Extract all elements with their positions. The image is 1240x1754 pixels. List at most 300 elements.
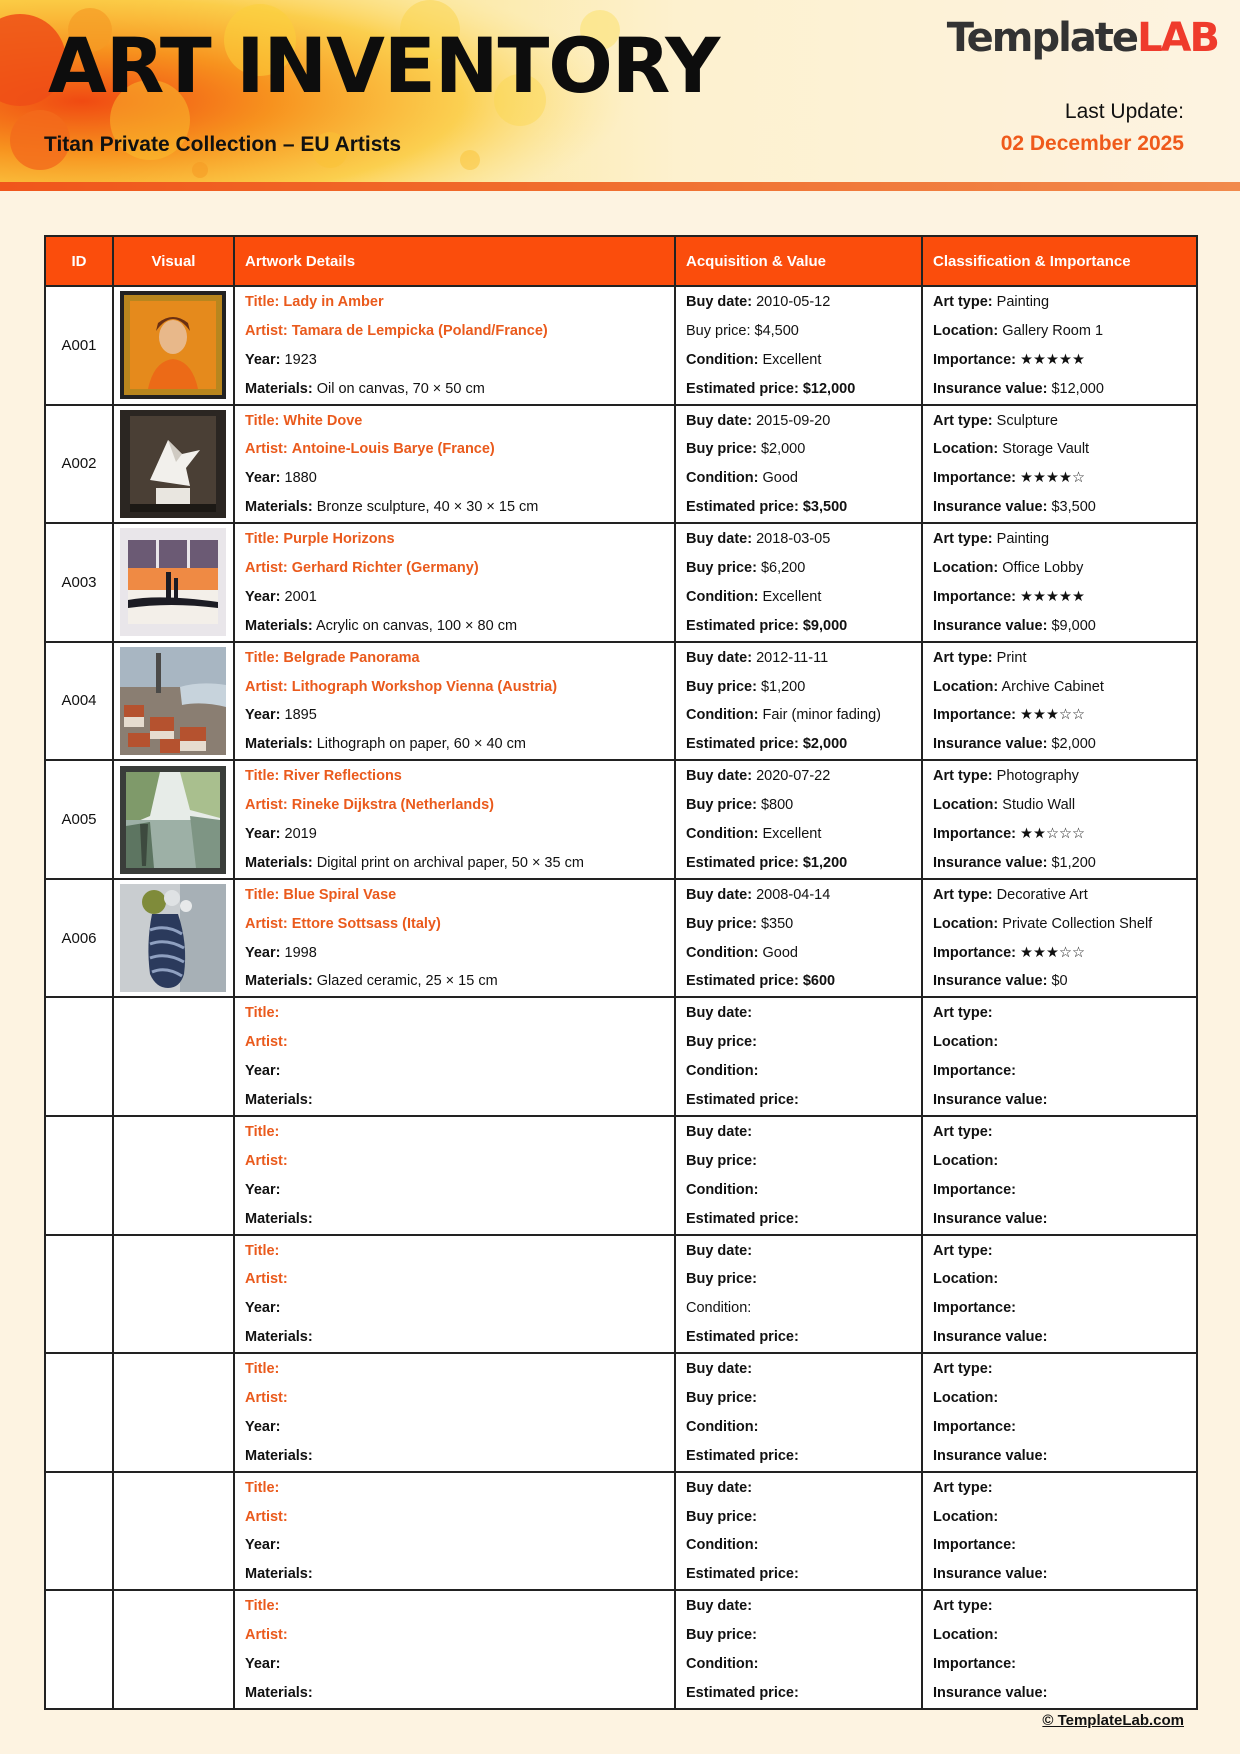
title-value: White Dove — [283, 412, 363, 429]
river-photo-image — [120, 766, 226, 874]
location-label: Location: — [933, 441, 999, 458]
location-line — [933, 1621, 1186, 1650]
materials-line — [245, 730, 664, 759]
location-line — [933, 1503, 1186, 1532]
materials-label: Materials: — [245, 1092, 313, 1109]
artist-label: Artist: — [245, 1508, 288, 1525]
year-line — [245, 583, 664, 612]
location-line — [933, 791, 1186, 820]
art-type-line — [933, 1355, 1186, 1384]
condition-label: Condition: — [686, 1181, 759, 1198]
buy-price-line — [686, 1621, 911, 1650]
acquisition-cell[interactable] — [675, 1472, 922, 1591]
location-value: Archive Cabinet — [1001, 678, 1104, 695]
materials-label: Materials: — [245, 617, 313, 634]
title-label: Title: — [245, 1479, 280, 1496]
importance-stars: ★★★★★ — [1020, 351, 1086, 368]
condition-label: Condition: — [686, 1300, 752, 1317]
artist-value: Ettore Sottsass (Italy) — [291, 915, 441, 932]
art-type-line — [933, 881, 1186, 910]
table-header-row — [45, 236, 1197, 286]
portrait-painting-image — [120, 291, 226, 399]
buy-date-value: 2018-03-05 — [756, 531, 831, 548]
art-type-label: Art type: — [933, 1123, 993, 1140]
estimated-price-label: Estimated price: — [686, 736, 799, 753]
buy-date-line — [686, 407, 911, 436]
condition-label: Condition: — [686, 470, 759, 487]
buy-date-line — [686, 525, 911, 554]
year-value: 2001 — [284, 588, 317, 605]
location-line — [933, 910, 1186, 939]
art-type-line — [933, 525, 1186, 554]
visual-cell-empty[interactable] — [113, 1116, 234, 1235]
year-line — [245, 1057, 664, 1086]
importance-label: Importance: — [933, 1300, 1016, 1317]
condition-line — [686, 1294, 911, 1323]
artist-value: Gerhard Richter (Germany) — [291, 560, 479, 577]
art-type-label: Art type: — [933, 886, 993, 903]
classification-cell — [922, 523, 1197, 642]
visual-cell — [113, 286, 234, 405]
estimated-price-line — [686, 1323, 911, 1352]
estimated-price-value: $1,200 — [802, 854, 848, 871]
importance-line — [933, 1294, 1186, 1323]
estimated-price-label: Estimated price: — [686, 1566, 799, 1583]
art-type-label: Art type: — [933, 412, 993, 429]
importance-stars: ★★★★☆ — [1020, 470, 1086, 487]
importance-line — [933, 464, 1186, 493]
table-row-empty — [45, 1353, 1197, 1472]
acquisition-cell — [675, 523, 922, 642]
condition-label: Condition: — [686, 826, 759, 843]
importance-line — [933, 583, 1186, 612]
buy-date-label: Buy date: — [686, 412, 753, 429]
year-label: Year: — [245, 1537, 281, 1554]
condition-value: Excellent — [762, 826, 822, 843]
buy-date-value: 2010-05-12 — [756, 294, 831, 310]
estimated-price-line — [686, 1442, 911, 1471]
buy-price-line — [686, 1265, 911, 1294]
title-line — [245, 407, 664, 436]
row-id-empty[interactable] — [45, 1116, 113, 1235]
title-line — [245, 762, 664, 791]
artwork-details-cell[interactable] — [234, 1590, 675, 1709]
artwork-details-cell[interactable] — [234, 1235, 675, 1354]
classification-cell[interactable] — [922, 997, 1197, 1116]
title-line — [245, 1118, 664, 1147]
buy-price-label: Buy price: — [686, 678, 757, 695]
buy-price-value: $2,000 — [760, 441, 806, 458]
title-label: Title: — [245, 1361, 280, 1378]
materials-label: Materials: — [245, 973, 313, 990]
classification-cell — [922, 286, 1197, 405]
title-label: Title: — [245, 1005, 280, 1022]
year-value: 2019 — [284, 826, 317, 843]
importance-label: Importance: — [933, 944, 1016, 961]
location-value: Office Lobby — [1002, 560, 1084, 577]
artist-label: Artist: — [245, 1034, 288, 1051]
year-label: Year: — [245, 1063, 281, 1080]
artist-value: Lithograph Workshop Vienna (Austria) — [291, 678, 558, 695]
year-line — [245, 1176, 664, 1205]
importance-label: Importance: — [933, 1181, 1016, 1198]
year-label: Year: — [245, 351, 281, 368]
classification-cell — [922, 405, 1197, 524]
condition-label: Condition: — [686, 944, 759, 961]
materials-line — [245, 849, 664, 878]
buy-price-label: Buy price: — [686, 560, 757, 577]
estimated-price-line — [686, 1679, 911, 1708]
buy-price-line — [686, 435, 911, 464]
logo-text-template: Template — [946, 15, 1138, 61]
artist-value: Rineke Dijkstra (Netherlands) — [291, 797, 494, 814]
acquisition-cell — [675, 879, 922, 998]
insurance-value-value: $12,000 — [1051, 380, 1104, 397]
table-row-empty — [45, 1235, 1197, 1354]
artist-line — [245, 1028, 664, 1057]
buy-price-label: Buy price: — [686, 322, 751, 339]
title-value: Blue Spiral Vase — [283, 886, 397, 903]
art-type-value: Print — [996, 649, 1027, 666]
importance-line — [933, 939, 1186, 968]
buy-date-value: 2015-09-20 — [756, 412, 831, 429]
condition-value: Good — [762, 944, 798, 961]
art-type-line — [933, 407, 1186, 436]
condition-label: Condition: — [686, 1655, 759, 1672]
materials-label: Materials: — [245, 736, 313, 753]
artist-label: Artist: — [245, 322, 288, 339]
estimated-price-line — [686, 730, 911, 759]
art-type-label: Art type: — [933, 1242, 993, 1259]
location-label: Location: — [933, 678, 999, 695]
buy-date-label: Buy date: — [686, 1361, 753, 1378]
estimated-price-line — [686, 1205, 911, 1234]
buy-price-value: $350 — [760, 915, 794, 932]
visual-cell-empty[interactable] — [113, 1590, 234, 1709]
classification-cell — [922, 642, 1197, 761]
buy-price-line — [686, 317, 911, 346]
buy-date-value: 2020-07-22 — [756, 768, 831, 785]
estimated-price-label: Estimated price: — [686, 380, 799, 397]
artist-line — [245, 1384, 664, 1413]
visual-cell — [113, 642, 234, 761]
insurance-value-line — [933, 1086, 1186, 1115]
art-type-label: Art type: — [933, 1479, 993, 1496]
visual-cell — [113, 523, 234, 642]
visual-cell-empty[interactable] — [113, 1235, 234, 1354]
year-label: Year: — [245, 1181, 281, 1198]
importance-line — [933, 1650, 1186, 1679]
artwork-details-cell[interactable] — [234, 1353, 675, 1472]
importance-label: Importance: — [933, 1063, 1016, 1080]
year-line — [245, 701, 664, 730]
importance-stars: ★★★☆☆ — [1020, 707, 1086, 724]
artwork-details-cell — [234, 523, 675, 642]
row-id-empty[interactable] — [45, 1353, 113, 1472]
acquisition-cell[interactable] — [675, 1235, 922, 1354]
artwork-details-cell[interactable] — [234, 1116, 675, 1235]
buy-date-line — [686, 999, 911, 1028]
insurance-value-value: $3,500 — [1051, 499, 1096, 516]
year-value: 1998 — [284, 944, 317, 961]
buy-price-label: Buy price: — [686, 441, 757, 458]
year-label: Year: — [245, 1655, 281, 1672]
buy-date-line — [686, 881, 911, 910]
insurance-value-line — [933, 1323, 1186, 1352]
year-line — [245, 1531, 664, 1560]
visual-cell-empty[interactable] — [113, 1353, 234, 1472]
classification-cell[interactable] — [922, 1353, 1197, 1472]
condition-value: Excellent — [762, 588, 822, 605]
buy-price-line — [686, 1384, 911, 1413]
last-update-date: 02 December 2025 — [1000, 132, 1184, 155]
materials-line — [245, 1205, 664, 1234]
estimated-price-line — [686, 1560, 911, 1589]
art-type-line — [933, 1592, 1186, 1621]
location-value: Storage Vault — [1002, 441, 1090, 458]
art-type-line — [933, 762, 1186, 791]
importance-line — [933, 1531, 1186, 1560]
condition-line — [686, 1057, 911, 1086]
buy-price-value: $6,200 — [760, 560, 806, 577]
insurance-value-line — [933, 612, 1186, 641]
title-line — [245, 1592, 664, 1621]
location-line — [933, 673, 1186, 702]
buy-price-line — [686, 910, 911, 939]
artist-label: Artist: — [245, 915, 288, 932]
row-id-empty[interactable] — [45, 1472, 113, 1591]
importance-label: Importance: — [933, 1537, 1016, 1554]
condition-line — [686, 583, 911, 612]
year-line — [245, 346, 664, 375]
year-label: Year: — [245, 470, 281, 487]
artist-line — [245, 435, 664, 464]
artwork-details-cell — [234, 286, 675, 405]
year-label: Year: — [245, 944, 281, 961]
importance-stars: ★★☆☆☆ — [1020, 826, 1086, 843]
art-type-value: Painting — [996, 294, 1050, 310]
art-type-line — [933, 288, 1186, 317]
classification-cell[interactable] — [922, 1235, 1197, 1354]
art-type-line — [933, 1118, 1186, 1147]
materials-label: Materials: — [245, 1447, 313, 1464]
estimated-price-line — [686, 612, 911, 641]
visual-cell-empty[interactable] — [113, 997, 234, 1116]
materials-line — [245, 1323, 664, 1352]
table-row-empty — [45, 1590, 1197, 1709]
estimated-price-label: Estimated price: — [686, 617, 799, 634]
artist-label: Artist: — [245, 1152, 288, 1169]
materials-line — [245, 1442, 664, 1471]
triptych-painting-image — [120, 528, 226, 636]
buy-price-value: $800 — [760, 797, 794, 814]
row-id: A005 — [45, 760, 113, 879]
classification-cell[interactable] — [922, 1472, 1197, 1591]
art-type-value: Painting — [996, 531, 1050, 548]
spiral-vase-image — [120, 884, 226, 992]
materials-value: Digital print on archival paper, 50 × 35 cm — [316, 854, 584, 871]
buy-date-label: Buy date: — [686, 886, 753, 903]
condition-line — [686, 1176, 911, 1205]
insurance-value-line — [933, 1560, 1186, 1589]
buy-price-label: Buy price: — [686, 915, 757, 932]
acquisition-cell — [675, 760, 922, 879]
buy-date-value: 2008-04-14 — [756, 886, 831, 903]
acquisition-cell[interactable] — [675, 1590, 922, 1709]
location-label: Location: — [933, 1627, 999, 1644]
year-label: Year: — [245, 707, 281, 724]
artist-line — [245, 673, 664, 702]
materials-line — [245, 493, 664, 522]
artist-label: Artist: — [245, 1271, 288, 1288]
artist-line — [245, 1621, 664, 1650]
header-classification-importance: Classification & Importance — [922, 236, 1197, 286]
buy-date-line — [686, 1237, 911, 1266]
importance-label: Importance: — [933, 826, 1016, 843]
acquisition-cell[interactable] — [675, 1353, 922, 1472]
buy-price-label: Buy price: — [686, 1389, 757, 1406]
classification-cell[interactable] — [922, 1590, 1197, 1709]
row-id: A006 — [45, 879, 113, 998]
art-type-line — [933, 644, 1186, 673]
year-label: Year: — [245, 1300, 281, 1317]
table-row — [45, 879, 1197, 998]
artwork-details-cell — [234, 405, 675, 524]
page-header — [0, 0, 1240, 184]
art-type-label: Art type: — [933, 1598, 993, 1615]
estimated-price-label: Estimated price: — [686, 1092, 799, 1109]
condition-value: Excellent — [762, 351, 822, 368]
materials-value: Oil on canvas, 70 × 50 cm — [316, 380, 485, 397]
title-label: Title: — [245, 1123, 280, 1140]
buy-price-line — [686, 1028, 911, 1057]
importance-label: Importance: — [933, 588, 1016, 605]
insurance-value-label: Insurance value: — [933, 617, 1048, 634]
row-id-empty[interactable] — [45, 1590, 113, 1709]
title-line — [245, 1237, 664, 1266]
location-value: Studio Wall — [1002, 797, 1076, 814]
city-panorama-image — [120, 647, 226, 755]
insurance-value-line — [933, 375, 1186, 404]
header-divider — [0, 182, 1240, 191]
insurance-value-label: Insurance value: — [933, 1447, 1048, 1464]
condition-line — [686, 820, 911, 849]
buy-date-line — [686, 1474, 911, 1503]
artist-line — [245, 910, 664, 939]
location-line — [933, 435, 1186, 464]
year-line — [245, 1413, 664, 1442]
art-type-value: Sculpture — [996, 412, 1058, 429]
artist-line — [245, 791, 664, 820]
year-line — [245, 820, 664, 849]
table-row-empty — [45, 1116, 1197, 1235]
condition-label: Condition: — [686, 1537, 759, 1554]
art-type-value: Decorative Art — [996, 886, 1088, 903]
row-id-empty[interactable] — [45, 1235, 113, 1354]
acquisition-cell — [675, 405, 922, 524]
row-id-empty[interactable] — [45, 997, 113, 1116]
estimated-price-line — [686, 967, 911, 996]
buy-price-line — [686, 791, 911, 820]
acquisition-cell[interactable] — [675, 997, 922, 1116]
estimated-price-value: $3,500 — [802, 499, 848, 516]
location-label: Location: — [933, 1034, 999, 1051]
buy-date-line — [686, 1355, 911, 1384]
art-type-label: Art type: — [933, 1361, 993, 1378]
acquisition-cell[interactable] — [675, 1116, 922, 1235]
artist-line — [245, 1503, 664, 1532]
art-type-line — [933, 1474, 1186, 1503]
importance-line — [933, 1176, 1186, 1205]
artist-line — [245, 1265, 664, 1294]
insurance-value-label: Insurance value: — [933, 854, 1048, 871]
location-line — [933, 1265, 1186, 1294]
buy-date-label: Buy date: — [686, 294, 753, 310]
page-subtitle: Titan Private Collection – EU Artists — [44, 133, 402, 156]
title-line — [245, 288, 664, 317]
insurance-value-label: Insurance value: — [933, 1329, 1048, 1346]
buy-date-line — [686, 1592, 911, 1621]
condition-value: Fair (minor fading) — [762, 707, 881, 724]
buy-price-line — [686, 673, 911, 702]
templatelab-logo — [946, 15, 1218, 61]
title-line — [245, 881, 664, 910]
footer-copyright-link[interactable]: © TemplateLab.com — [1042, 1712, 1184, 1729]
condition-line — [686, 939, 911, 968]
artist-label: Artist: — [245, 797, 288, 814]
title-label: Title: — [245, 531, 280, 548]
buy-date-label: Buy date: — [686, 649, 753, 666]
buy-price-label: Buy price: — [686, 1508, 757, 1525]
materials-label: Materials: — [245, 1329, 313, 1346]
materials-line — [245, 967, 664, 996]
insurance-value-label: Insurance value: — [933, 1566, 1048, 1583]
insurance-value-line — [933, 967, 1186, 996]
art-type-value: Photography — [996, 768, 1079, 785]
location-label: Location: — [933, 915, 999, 932]
acquisition-cell — [675, 286, 922, 405]
estimated-price-line — [686, 375, 911, 404]
artwork-details-cell[interactable] — [234, 1472, 675, 1591]
condition-label: Condition: — [686, 1418, 759, 1435]
insurance-value-line — [933, 1679, 1186, 1708]
visual-cell-empty[interactable] — [113, 1472, 234, 1591]
importance-label: Importance: — [933, 351, 1016, 368]
condition-label: Condition: — [686, 588, 759, 605]
insurance-value-line — [933, 849, 1186, 878]
buy-date-label: Buy date: — [686, 1242, 753, 1259]
insurance-value-label: Insurance value: — [933, 736, 1048, 753]
table-row — [45, 405, 1197, 524]
buy-date-label: Buy date: — [686, 1123, 753, 1140]
artwork-details-cell — [234, 760, 675, 879]
title-line — [245, 1355, 664, 1384]
title-label: Title: — [245, 886, 280, 903]
insurance-value-label: Insurance value: — [933, 1210, 1048, 1227]
importance-line — [933, 346, 1186, 375]
estimated-price-label: Estimated price: — [686, 1329, 799, 1346]
title-line — [245, 525, 664, 554]
year-line — [245, 1294, 664, 1323]
location-label: Location: — [933, 797, 999, 814]
table-row — [45, 523, 1197, 642]
buy-date-value: 2012-11-11 — [756, 649, 829, 666]
estimated-price-label: Estimated price: — [686, 1447, 799, 1464]
artwork-details-cell[interactable] — [234, 997, 675, 1116]
insurance-value-line — [933, 1442, 1186, 1471]
classification-cell[interactable] — [922, 1116, 1197, 1235]
insurance-value-line — [933, 730, 1186, 759]
